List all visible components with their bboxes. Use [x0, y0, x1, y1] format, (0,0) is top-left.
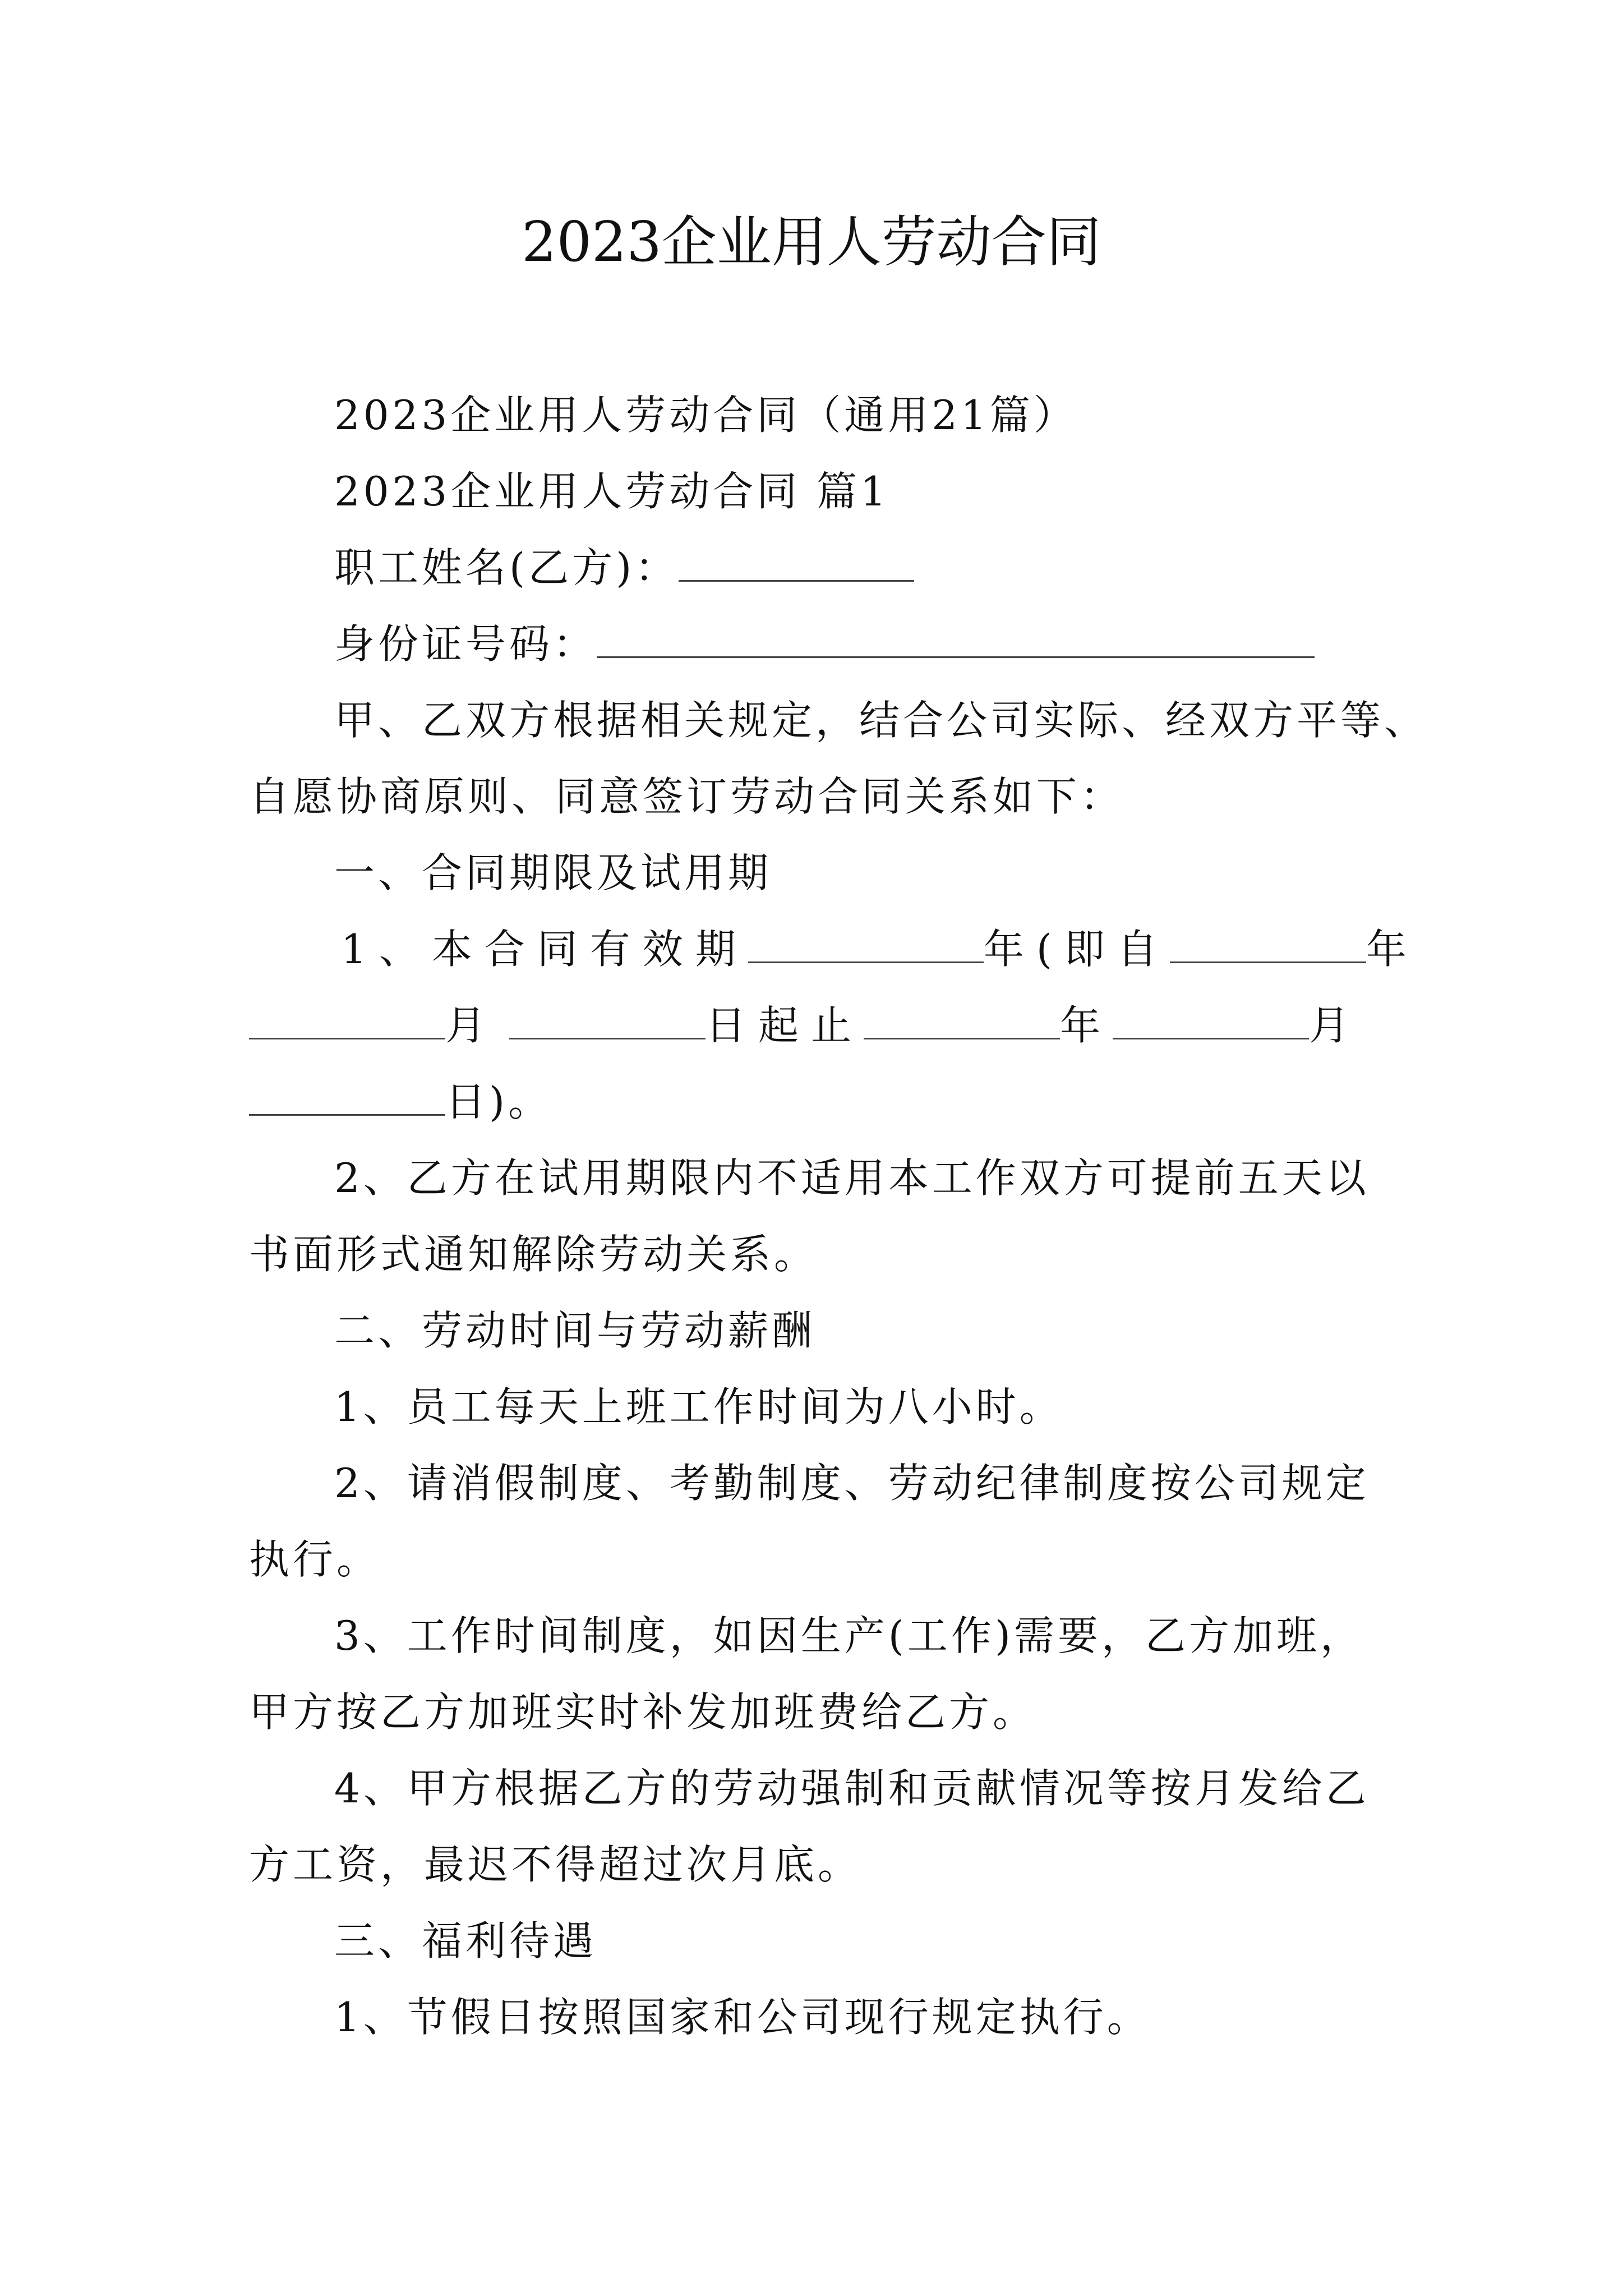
term-clause-text: 日)。 [445, 1078, 552, 1125]
term-clause-text: 月 [1309, 1002, 1362, 1049]
id-number-row [334, 616, 1315, 672]
section-2-heading: 二、劳动时间与劳动薪酬 [334, 1307, 816, 1354]
employee-name-label: 职工姓名(乙方)： [334, 544, 679, 591]
id-number-blank [597, 623, 1315, 658]
employee-name-blank [679, 546, 914, 582]
term-clause-text: 1、本合同有效期 [341, 926, 748, 973]
start-month-blank [249, 1004, 445, 1039]
leave-clause-line-2: 执行。 [249, 1536, 381, 1583]
term-clause-text: 年 [1060, 1002, 1113, 1049]
start-day-blank [509, 1004, 706, 1039]
salary-clause-line-1: 4、甲方根据乙方的劳动强制和贡献情况等按月发给乙 [334, 1765, 1370, 1812]
leave-clause-line-1: 2、请消假制度、考勤制度、劳动纪律制度按公司规定 [334, 1460, 1370, 1507]
document-subtitle: 2023企业用人劳动合同（通用21篇） [334, 392, 1077, 439]
section-3-heading: 三、福利待遇 [334, 1917, 597, 1964]
document-title: 2023企业用人劳动合同 [522, 210, 1101, 274]
overtime-clause-line-1: 3、工作时间制度，如因生产(工作)需要，乙方加班， [334, 1612, 1364, 1659]
term-years-blank [748, 928, 984, 963]
end-year-blank [864, 1004, 1060, 1039]
term-clause-text: 月 [445, 1002, 499, 1049]
hours-clause: 1、员工每天上班工作时间为八小时。 [334, 1383, 1063, 1430]
overtime-clause-line-2: 甲方按乙方加班实时补发加班费给乙方。 [249, 1688, 1037, 1736]
term-clause-text: 年 [1366, 926, 1419, 973]
section-1-heading: 一、合同期限及试用期 [334, 849, 772, 896]
end-month-blank [1113, 1004, 1309, 1039]
intro-line-1: 甲、乙双方根据相关规定，结合公司实际、经双方平等、 [334, 697, 1428, 744]
chapter-heading: 2023企业用人劳动合同 篇1 [334, 468, 889, 515]
probation-clause-line-2: 书面形式通知解除劳动关系。 [249, 1231, 818, 1278]
employee-name-row [334, 540, 914, 596]
term-clause-text: 年(即自 [983, 926, 1170, 973]
end-day-blank [249, 1080, 445, 1116]
term-clause-line-3 [249, 1074, 552, 1130]
term-clause-line-1 [341, 921, 1419, 977]
holiday-clause: 1、节假日按照国家和公司现行规定执行。 [334, 1994, 1151, 2041]
intro-line-2: 自愿协商原则、同意签订劳动合同关系如下： [249, 773, 1124, 820]
start-year-blank [1170, 928, 1366, 963]
term-clause-line-2 [249, 997, 1362, 1053]
probation-clause-line-1: 2、乙方在试用期限内不适用本工作双方可提前五天以 [334, 1154, 1370, 1202]
term-clause-text: 日起止 [706, 1002, 864, 1049]
id-number-label: 身份证号码： [334, 620, 597, 668]
salary-clause-line-2: 方工资，最迟不得超过次月底。 [249, 1841, 862, 1888]
